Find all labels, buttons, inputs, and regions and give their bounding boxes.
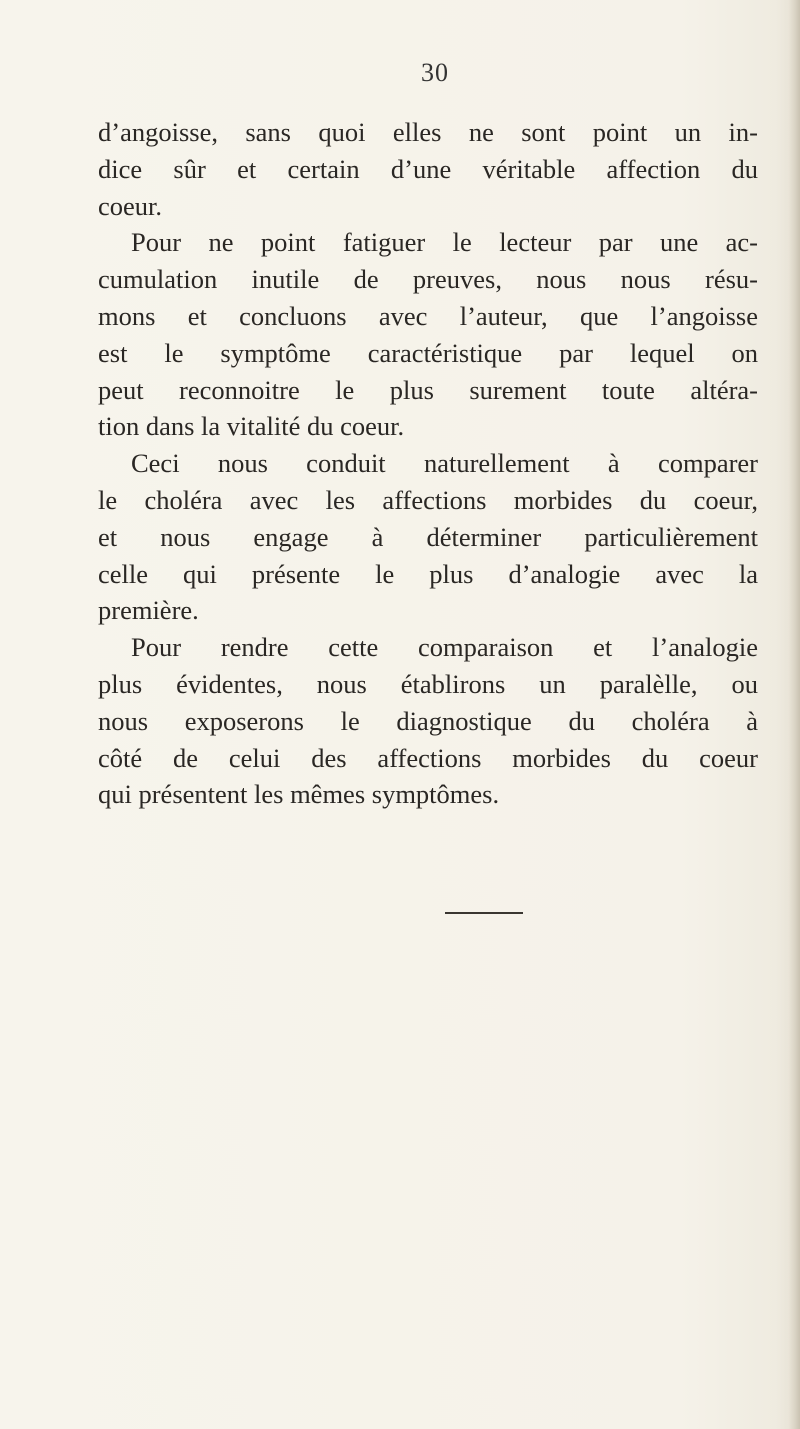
page-number: 30 [421,58,449,87]
text-line: le choléra avec les affections morbides du coeur, [98,484,758,515]
text-line: et nous engage à déterminer particulièrement [98,521,758,552]
text-line: Ceci nous conduit naturellement à comparer [131,448,758,479]
text-line: Pour rendre cette comparaison et l’analogie [131,632,758,663]
text-line: plus évidentes, nous établirons un paralèlle, ou [98,668,758,699]
body-text [98,114,758,813]
text-line: coeur. [98,190,163,221]
text-line: côté de celui des affections morbides du coeur [98,742,758,773]
text-line: tion dans la vitalité du coeur. [98,411,405,442]
text-line: qui présentent les mêmes symptômes. [98,779,500,810]
text-line: d’angoisse, sans quoi elles ne sont point un in- [98,117,758,147]
text-line: cumulation inutile de preuves, nous nous résu- [98,264,758,295]
text-line: nous exposerons le diagnostique du choléra à [98,705,758,736]
text-line: Pour ne point fatiguer le lecteur par une ac- [131,227,758,258]
text-line: est le symptôme caractéristique par lequel on [98,337,758,368]
text-line: première. [98,595,199,626]
text-line: mons et concluons avec l’auteur, que l’angoisse [98,300,758,331]
text-line: celle qui présente le plus d’analogie avec la [98,558,758,589]
text-line: dice sûr et certain d’une véritable affection du [98,153,758,184]
text-line: peut reconnoitre le plus surement toute altéra- [98,374,758,405]
section-divider [445,912,523,914]
page-edge [788,0,800,1429]
